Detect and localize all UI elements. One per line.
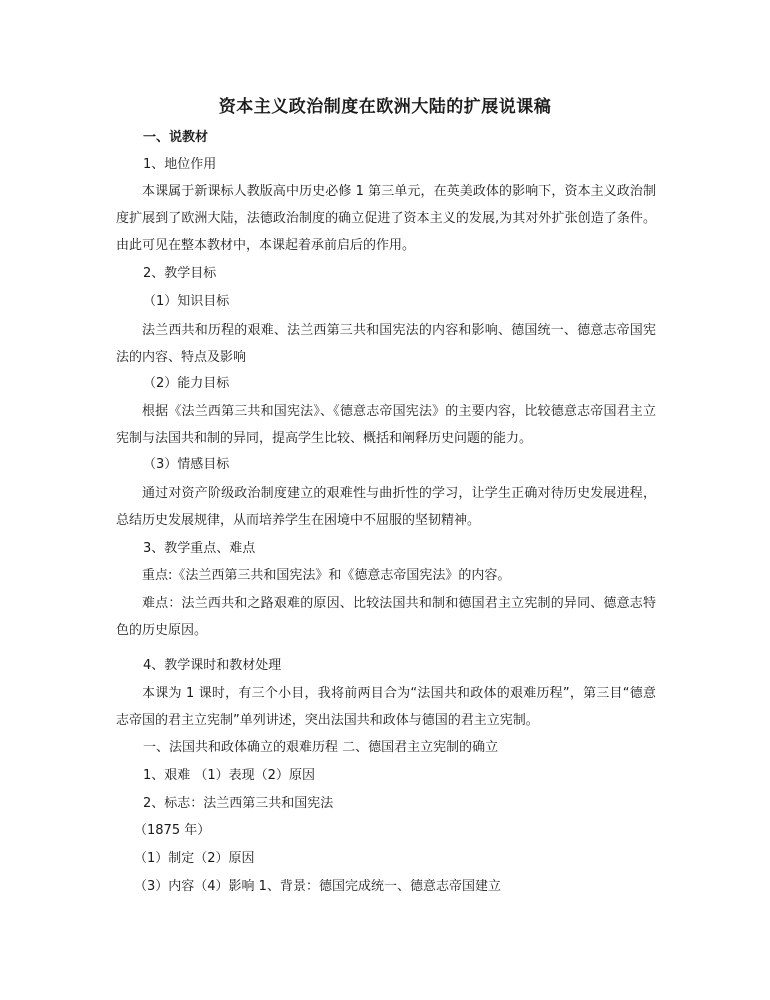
goal-heading: （1）知识目标: [143, 294, 230, 309]
document-title: 资本主义政治制度在欧洲大陆的扩展说课稿: [218, 97, 552, 117]
outline-line: （1875 年）: [134, 823, 211, 838]
outline-line: （1）制定（2）原因: [134, 851, 255, 866]
paragraph-emotion: 通过对资产阶级政治制度建立的艰难性与曲折性的学习，让学生正确对待历史发展进程，总结历史发展规律，从而培养学生在困境中不屈服的坚韧精神。: [116, 486, 656, 528]
paragraph-ability: 根据《法兰西第三共和国宪法》、《德意志帝国宪法》的主要内容，比较德意志帝国君主立宪制与法国共和制的异同，提高学生比较、概括和阐释历史问题的能力。: [116, 404, 656, 446]
paragraph-hours: 本课为 1 课时，有三个小目，我将前两目合为“法国共和政体的艰难历程”，第三目“德意志帝国的君主立宪制”单列讲述，突出法国共和政体与德国的君主立宪制。: [116, 686, 656, 728]
outline-line: 1、艰难 （1）表现（2）原因: [143, 768, 315, 783]
paragraph-position: 本课属于新课标人教版高中历史必修 1 第三单元，在英美政体的影响下，资本主义政治制度扩展到了欧洲大陆，法德政治制度的确立促进了资本主义的发展,为其对外扩张创造了条件。由此可见在整本教材中，本课起着承前启后的作用。: [116, 184, 656, 253]
subsection-heading: 4、教学课时和教材处理: [143, 658, 282, 673]
goal-heading: （2）能力目标: [143, 376, 230, 391]
paragraph-difficulty: 难点：法兰西共和之路艰难的原因、比较法国共和制和德国君主立宪制的异同、德意志特色的历史原因。: [116, 596, 656, 638]
outline-line: 一、法国共和政体确立的艰难历程 二、德国君主立宪制的确立: [143, 740, 499, 755]
section-heading: 一、说教材: [143, 130, 209, 145]
outline-line: 2、标志：法兰西第三共和国宪法: [143, 796, 334, 811]
paragraph-key-point: 重点:《法兰西第三共和国宪法》和《德意志帝国宪法》的内容。: [142, 568, 511, 583]
subsection-heading: 2、教学目标: [143, 266, 217, 281]
subsection-heading: 3、教学重点、难点: [143, 541, 256, 556]
paragraph-knowledge: 法兰西共和历程的艰难、法兰西第三共和国宪法的内容和影响、德国统一、德意志帝国宪法的内容、特点及影响: [116, 323, 656, 365]
goal-heading: （3）情感目标: [143, 457, 230, 472]
outline-line: （3）内容（4）影响 1、背景：德国完成统一、德意志帝国建立: [134, 879, 501, 894]
subsection-heading: 1、地位作用: [143, 157, 217, 172]
